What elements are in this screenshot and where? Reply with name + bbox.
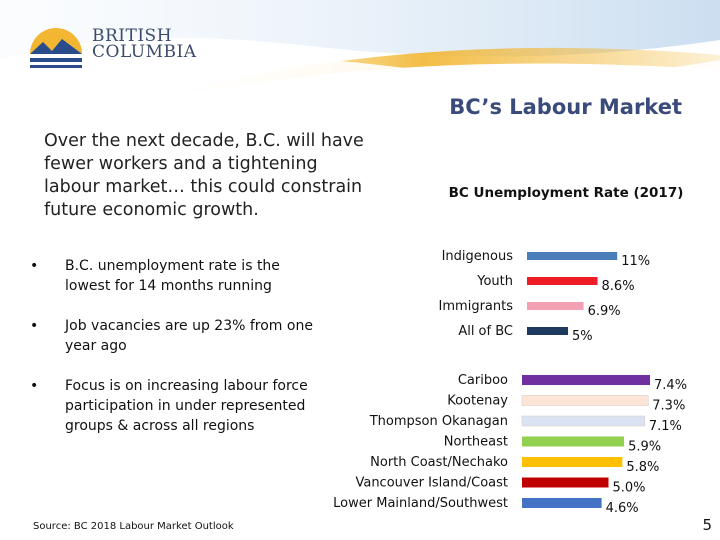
bar xyxy=(527,302,584,310)
chart-title: BC Unemployment Rate (2017) xyxy=(448,185,684,201)
source-note: Source: BC 2018 Labour Market Outlook xyxy=(33,521,234,532)
bar xyxy=(522,396,648,406)
bar xyxy=(522,478,609,488)
bar xyxy=(527,277,598,285)
slide-title: BC’s Labour Market xyxy=(449,95,682,119)
brand-line-1: BRITISH xyxy=(92,26,173,46)
value-label: 11% xyxy=(621,254,651,269)
category-label: Cariboo xyxy=(457,373,508,388)
category-label: North Coast/Nechako xyxy=(370,455,508,470)
value-label: 7.3% xyxy=(652,398,686,414)
bar xyxy=(527,252,617,260)
bar xyxy=(522,416,645,426)
bar xyxy=(522,437,624,447)
bullet-text: B.C. unemployment rate is the lowest for 14 months running xyxy=(65,258,280,294)
bar xyxy=(522,498,602,508)
brand-line-2: COLUMBIA xyxy=(92,42,197,62)
value-label: 4.6% xyxy=(605,501,639,516)
value-label: 5% xyxy=(572,329,593,344)
category-label: Northeast xyxy=(443,434,508,450)
value-label: 5.8% xyxy=(626,460,660,475)
category-label: Immigrants xyxy=(438,299,513,314)
bar xyxy=(522,375,650,385)
bar xyxy=(527,327,568,335)
category-label: Thompson Okanagan xyxy=(369,414,508,429)
page-number: 5 xyxy=(702,516,712,534)
value-label: 8.6% xyxy=(601,279,635,294)
value-label: 5.0% xyxy=(612,480,646,496)
bar xyxy=(522,457,622,467)
bullet-icon: • xyxy=(30,258,39,274)
category-label: Vancouver Island/Coast xyxy=(355,475,508,491)
category-label: All of BC xyxy=(458,324,513,339)
bullet-icon: • xyxy=(30,378,39,394)
value-label: 7.4% xyxy=(654,378,688,393)
bullet-text: Focus is on increasing labour force participation in under represented groups & across all regions xyxy=(65,378,308,434)
bullet-icon: • xyxy=(30,318,39,334)
category-label: Kootenay xyxy=(447,393,508,409)
value-label: 5.9% xyxy=(628,439,662,455)
value-label: 7.1% xyxy=(648,419,682,434)
category-label: Youth xyxy=(477,274,513,289)
intro-text: Over the next decade, B.C. will have fewer workers and a tightening labour market… this could constrain future economic growth. xyxy=(44,131,364,220)
bullet-text: Job vacancies are up 23% from one year ago xyxy=(65,318,313,354)
category-label: Indigenous xyxy=(441,249,513,264)
category-label: Lower Mainland/Southwest xyxy=(333,496,508,511)
value-label: 6.9% xyxy=(587,304,621,319)
